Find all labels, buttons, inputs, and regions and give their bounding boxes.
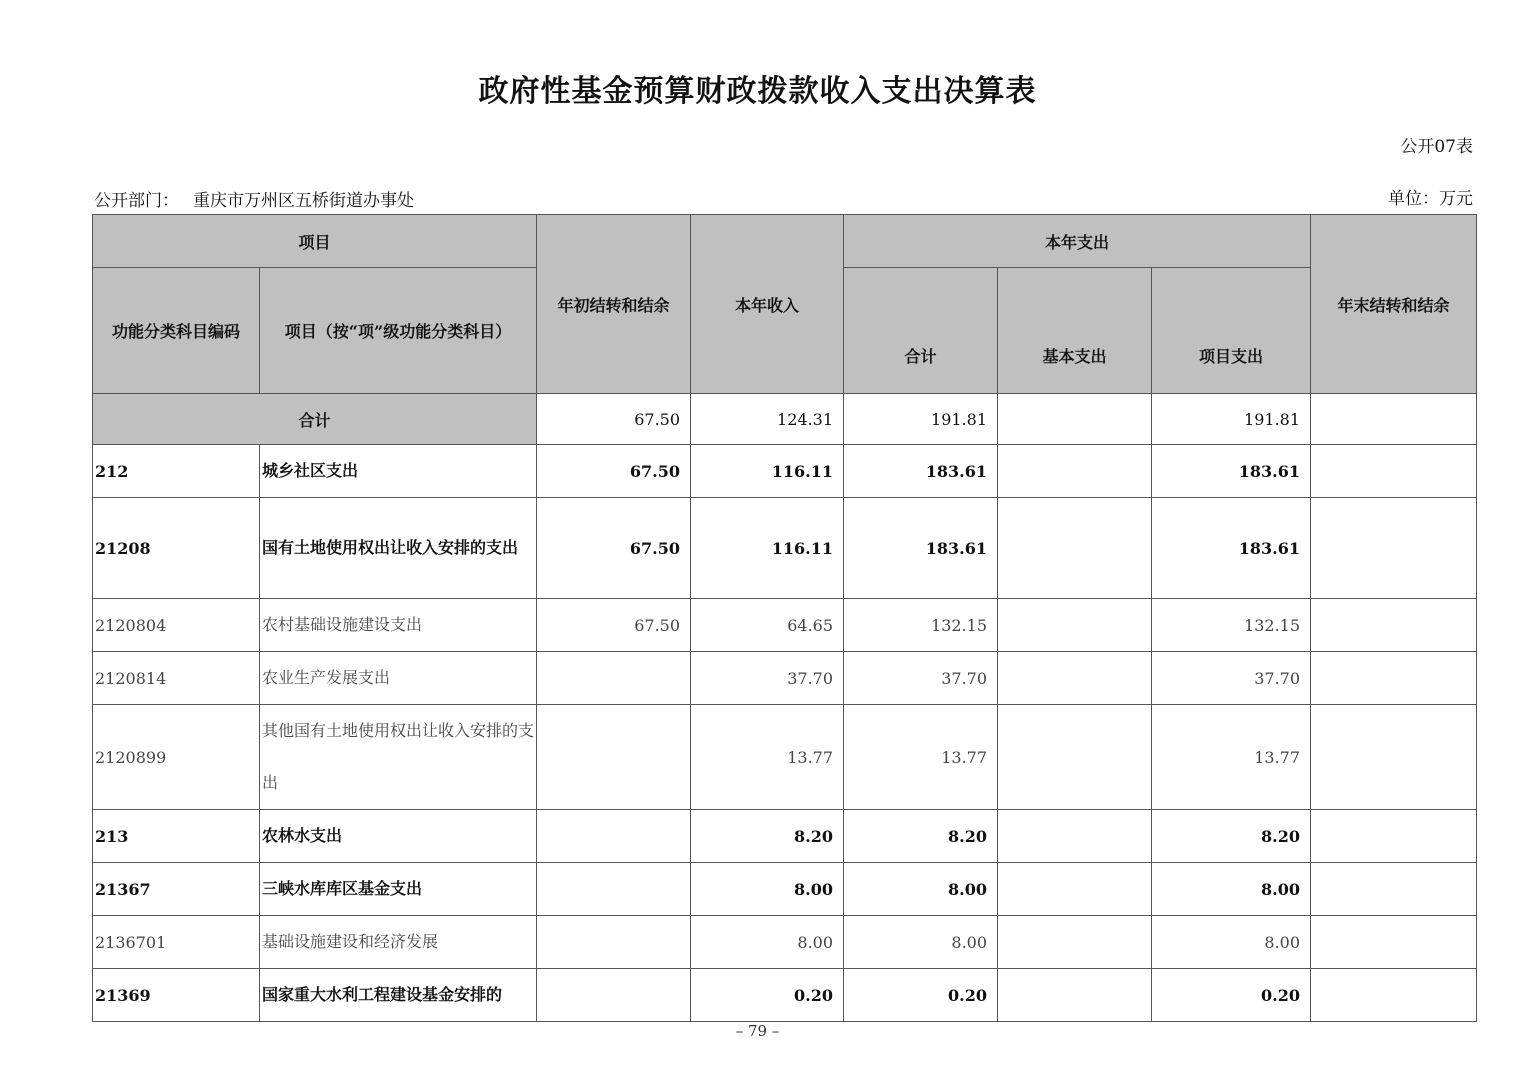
total-exp-basic (998, 394, 1152, 445)
row-exp-project: 8.00 (1152, 916, 1311, 969)
row-end (1311, 863, 1477, 916)
row-end (1311, 969, 1477, 1022)
row-income: 37.70 (691, 652, 844, 705)
row-income: 8.00 (691, 863, 844, 916)
row-exp-basic (998, 705, 1152, 810)
row-income: 13.77 (691, 705, 844, 810)
row-exp-project: 8.00 (1152, 863, 1311, 916)
department-label: 公开部门： (94, 191, 179, 211)
row-begin (537, 916, 691, 969)
table-row (93, 916, 1477, 969)
total-label: 合计 (93, 394, 537, 445)
row-begin: 67.50 (537, 599, 691, 652)
header-code: 功能分类科目编码 (93, 268, 260, 394)
department-name: 重庆市万州区五桥街道办事处 (193, 191, 414, 211)
row-exp-total: 8.00 (844, 916, 998, 969)
unit-label: 单位：万元 (1388, 189, 1473, 209)
row-exp-total: 13.77 (844, 705, 998, 810)
row-code: 2120899 (93, 705, 260, 810)
row-code: 2136701 (93, 916, 260, 969)
row-name: 基础设施建设和经济发展 (260, 916, 537, 969)
row-exp-basic (998, 863, 1152, 916)
row-exp-basic (998, 445, 1152, 498)
row-name: 农林水支出 (260, 810, 537, 863)
row-exp-basic (998, 916, 1152, 969)
header-exp-basic: 基本支出 (998, 268, 1152, 394)
total-exp-project: 191.81 (1152, 394, 1311, 445)
row-exp-project: 37.70 (1152, 652, 1311, 705)
table-row (93, 810, 1477, 863)
table-row (93, 498, 1477, 599)
table-row (93, 652, 1477, 705)
row-exp-basic (998, 599, 1152, 652)
row-income: 8.00 (691, 916, 844, 969)
budget-table (92, 214, 1477, 1022)
row-end (1311, 916, 1477, 969)
row-exp-total: 37.70 (844, 652, 998, 705)
row-end (1311, 445, 1477, 498)
row-code: 21369 (93, 969, 260, 1022)
table-row (93, 705, 1477, 810)
row-code: 21367 (93, 863, 260, 916)
row-income: 64.65 (691, 599, 844, 652)
header-expense: 本年支出 (844, 215, 1311, 268)
table-row (93, 969, 1477, 1022)
row-income: 8.20 (691, 810, 844, 863)
row-name: 其他国有土地使用权出让收入安排的支出 (260, 705, 537, 810)
row-exp-basic (998, 652, 1152, 705)
table-row (93, 445, 1477, 498)
row-exp-basic (998, 498, 1152, 599)
row-exp-total: 183.61 (844, 445, 998, 498)
total-end (1311, 394, 1477, 445)
row-exp-project: 183.61 (1152, 445, 1311, 498)
total-begin: 67.50 (537, 394, 691, 445)
row-begin (537, 652, 691, 705)
row-exp-project: 0.20 (1152, 969, 1311, 1022)
row-name: 国有土地使用权出让收入安排的支出 (260, 498, 537, 599)
row-end (1311, 810, 1477, 863)
row-end (1311, 599, 1477, 652)
row-exp-project: 8.20 (1152, 810, 1311, 863)
row-name: 国家重大水利工程建设基金安排的 (260, 969, 537, 1022)
header-income: 本年收入 (691, 215, 844, 394)
row-exp-total: 0.20 (844, 969, 998, 1022)
row-begin (537, 863, 691, 916)
page-title: 政府性基金预算财政拨款收入支出决算表 (478, 74, 1037, 109)
header-exp-total: 合计 (844, 268, 998, 394)
header-begin-balance: 年初结转和结余 (537, 215, 691, 394)
row-code: 2120804 (93, 599, 260, 652)
form-number: 公开07表 (1400, 137, 1473, 157)
department-line (94, 186, 414, 211)
row-begin (537, 705, 691, 810)
row-code: 2120814 (93, 652, 260, 705)
row-name: 农业生产发展支出 (260, 652, 537, 705)
row-exp-project: 183.61 (1152, 498, 1311, 599)
row-begin (537, 810, 691, 863)
row-exp-project: 132.15 (1152, 599, 1311, 652)
row-begin (537, 969, 691, 1022)
row-code: 212 (93, 445, 260, 498)
row-begin: 67.50 (537, 445, 691, 498)
row-exp-total: 8.20 (844, 810, 998, 863)
row-income: 0.20 (691, 969, 844, 1022)
page-number: – 79 – (735, 1022, 780, 1040)
header-name: 项目（按“项”级功能分类科目） (260, 268, 537, 394)
row-code: 213 (93, 810, 260, 863)
row-exp-project: 13.77 (1152, 705, 1311, 810)
row-code: 21208 (93, 498, 260, 599)
row-exp-total: 183.61 (844, 498, 998, 599)
header-exp-project: 项目支出 (1152, 268, 1311, 394)
row-name: 农村基础设施建设支出 (260, 599, 537, 652)
row-exp-basic (998, 810, 1152, 863)
row-end (1311, 705, 1477, 810)
row-end (1311, 498, 1477, 599)
total-exp-total: 191.81 (844, 394, 998, 445)
total-row (93, 394, 1477, 445)
row-begin: 67.50 (537, 498, 691, 599)
row-end (1311, 652, 1477, 705)
header-item: 项目 (93, 215, 537, 268)
row-income: 116.11 (691, 445, 844, 498)
table-row (93, 863, 1477, 916)
row-name: 城乡社区支出 (260, 445, 537, 498)
row-name: 三峡水库库区基金支出 (260, 863, 537, 916)
row-exp-total: 132.15 (844, 599, 998, 652)
header-end-balance: 年末结转和结余 (1311, 215, 1477, 394)
total-income: 124.31 (691, 394, 844, 445)
row-exp-total: 8.00 (844, 863, 998, 916)
row-income: 116.11 (691, 498, 844, 599)
row-exp-basic (998, 969, 1152, 1022)
table-row (93, 599, 1477, 652)
